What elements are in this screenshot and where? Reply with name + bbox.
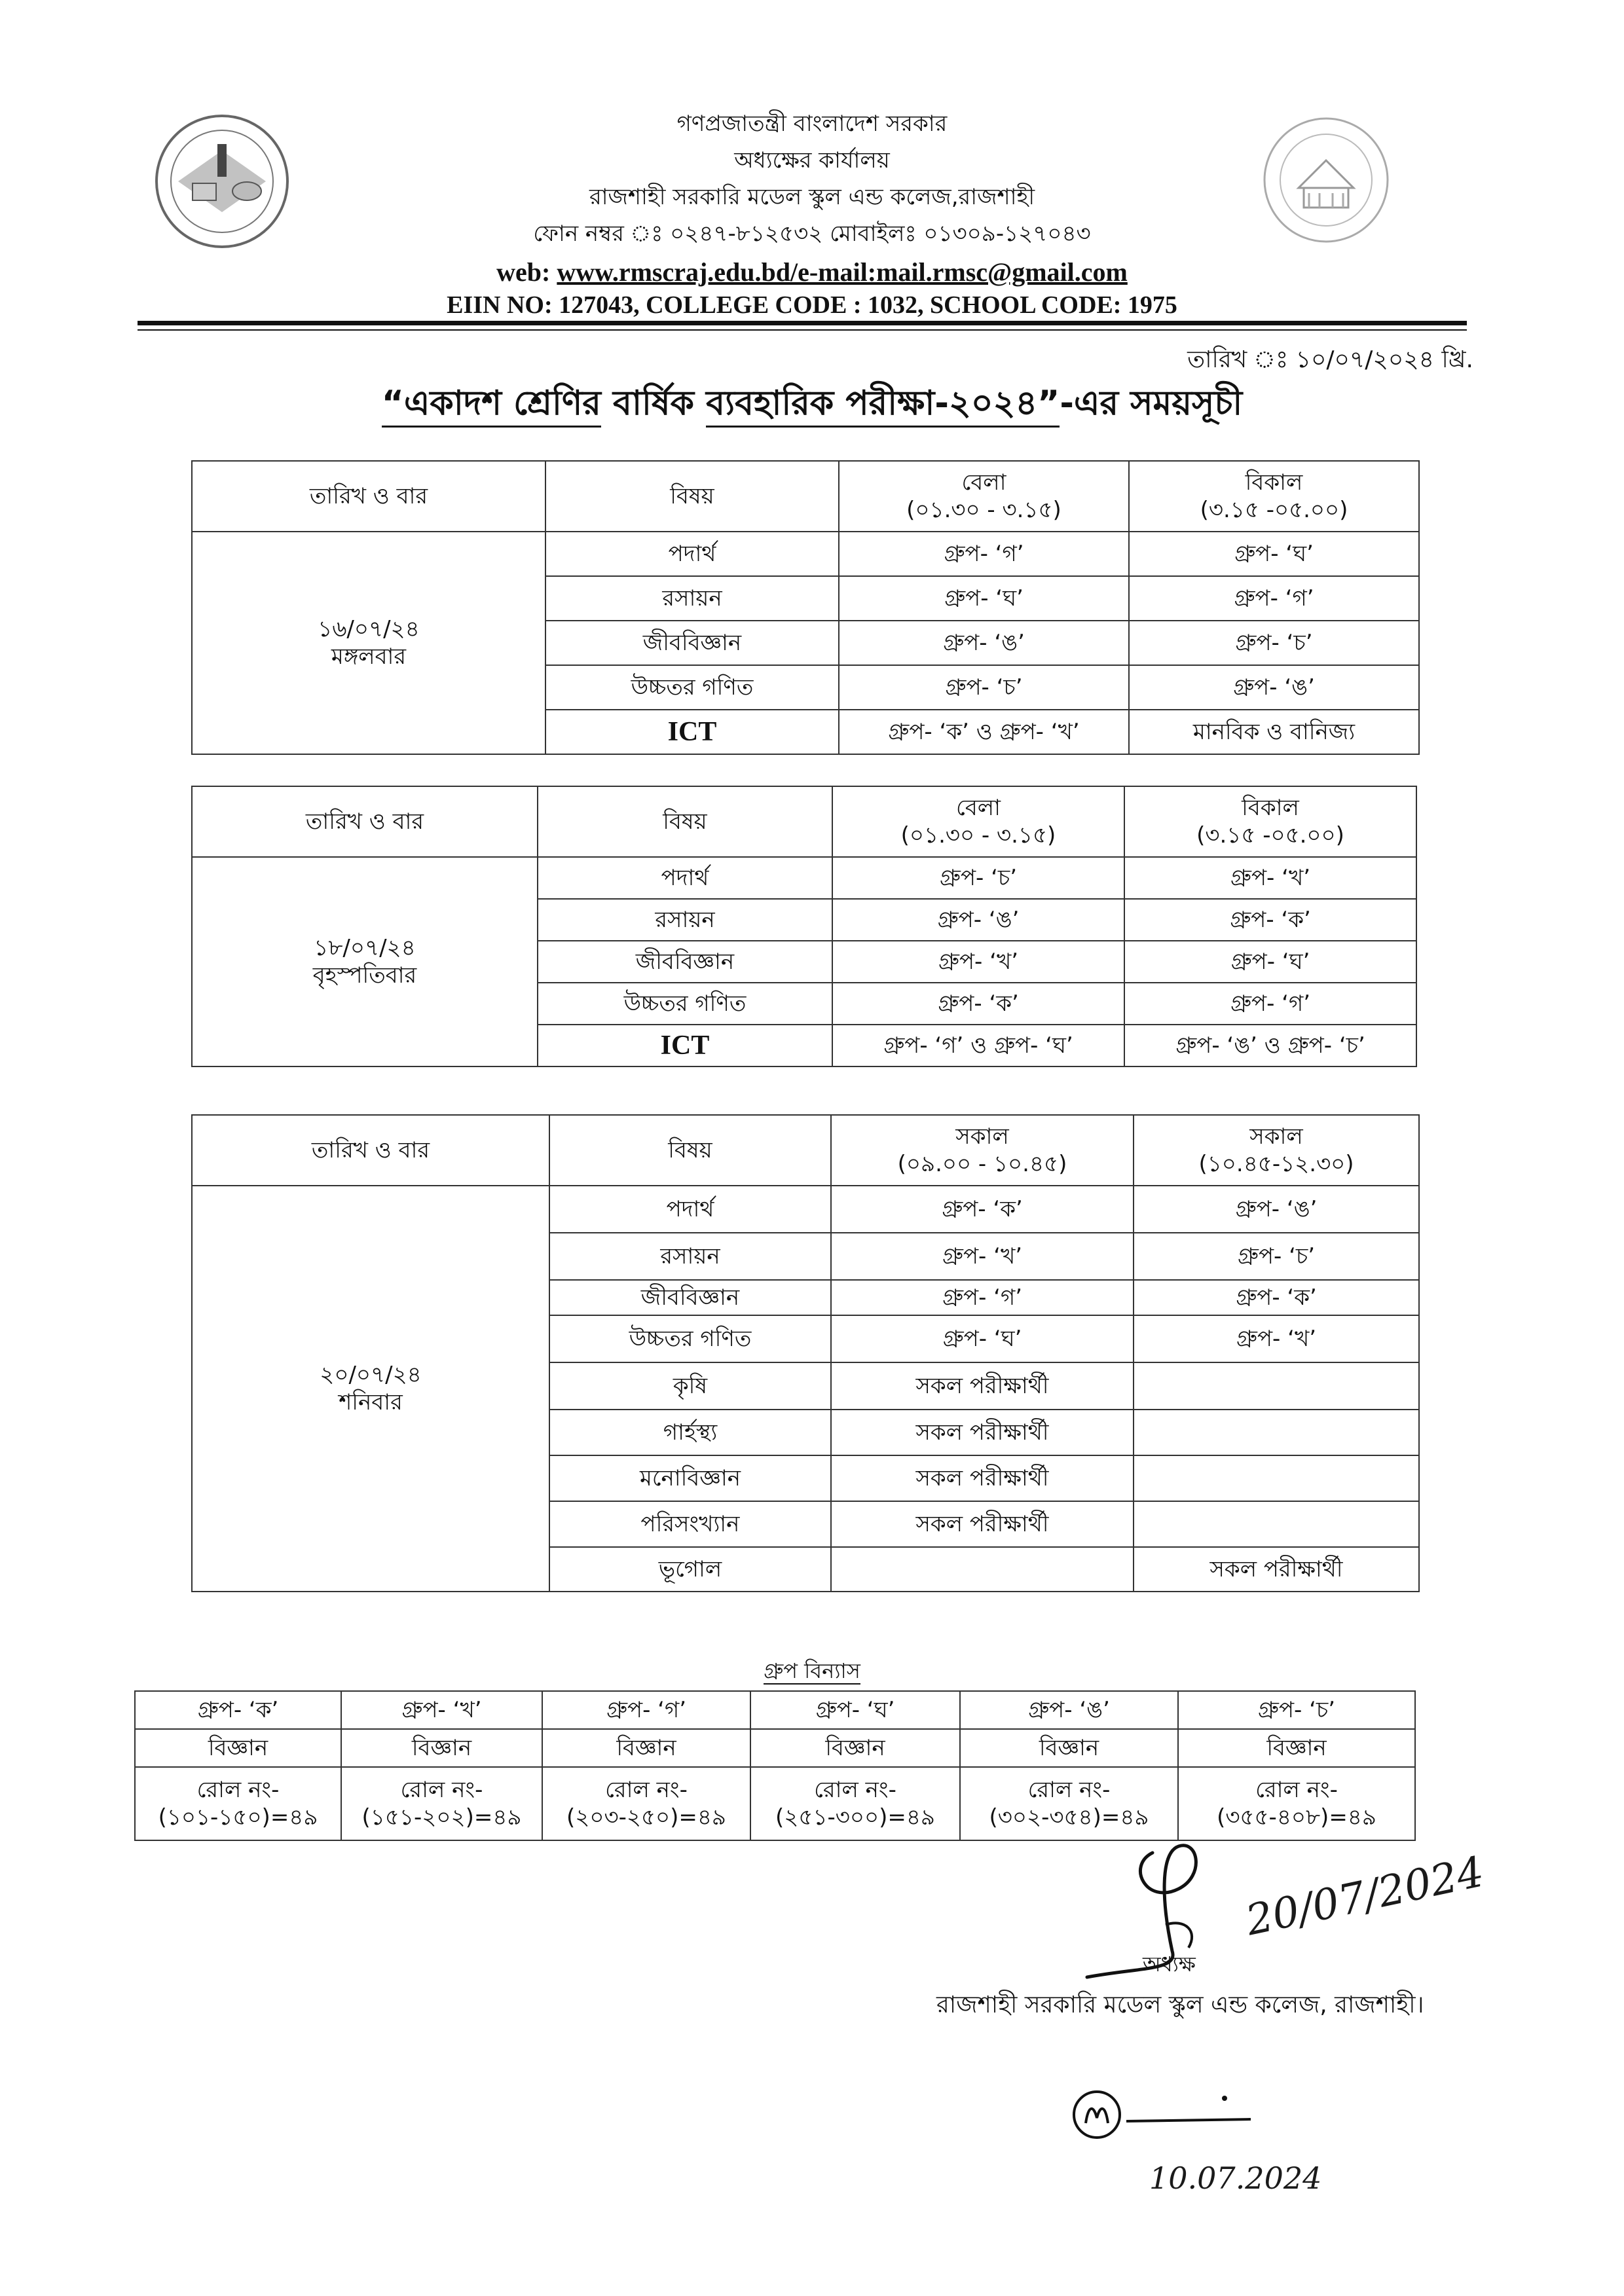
slot1-cell: সকল পরীক্ষার্থী <box>831 1455 1134 1501</box>
header-date-day: তারিখ ও বার <box>192 461 545 532</box>
group-name: গ্রুপ- ‘ঘ’ <box>750 1691 960 1729</box>
slot1-cell: গ্রুপ- ‘গ’ ও গ্রুপ- ‘ঘ’ <box>832 1025 1124 1066</box>
slot1-cell: গ্রুপ- ‘খ’ <box>832 941 1124 983</box>
slot2-cell <box>1134 1362 1419 1410</box>
group-caption-text: গ্রুপ বিন্যাস <box>764 1658 860 1683</box>
slot1-cell: গ্রুপ- ‘চ’ <box>832 857 1124 899</box>
slot2-cell <box>1134 1410 1419 1455</box>
title-part-3: ব্যবহারিক পরীক্ষা-২০২৪” <box>706 384 1060 428</box>
slot2-cell: গ্রুপ- ‘ক’ <box>1124 899 1416 941</box>
header-phone: ফোন নম্বর ঃ ০২৪৭-৮১২৫৩২ মোবাইলঃ ০১৩০৯-১২৭০৪৩ <box>533 221 1091 247</box>
schedule-table-3 <box>191 1114 1420 1592</box>
exam-date: ২০/০৭/২৪ <box>320 1361 422 1388</box>
slot2-time: (৩.১৫ -০৫.০০) <box>1196 822 1344 848</box>
subject-cell: রসায়ন <box>545 576 839 621</box>
title-part-1: “একাদশ শ্রেণির <box>382 384 601 428</box>
slot1-cell: গ্রুপ- ‘গ’ <box>831 1280 1134 1315</box>
slot2-label: সকাল <box>1249 1123 1303 1150</box>
date-cell <box>192 1186 549 1592</box>
header-office: অধ্যক্ষের কার্যালয় <box>734 147 890 173</box>
page-title <box>0 376 1624 433</box>
exam-date: ১৮/০৭/২৪ <box>314 934 416 961</box>
group-name: গ্রুপ- ‘খ’ <box>341 1691 542 1729</box>
subject-cell: ICT <box>538 1025 832 1066</box>
web-email-link[interactable]: www.rmscraj.edu.bd/e-mail:mail.rmsc@gmail.com <box>557 257 1128 287</box>
group-caption <box>0 1654 1624 1690</box>
slot1-time: (০১.৩০ - ৩.১৫) <box>906 497 1061 523</box>
subject-cell: গার্হস্থ্য <box>549 1410 831 1455</box>
subject-cell: উচ্চতর গণিত <box>549 1315 831 1362</box>
subject-cell: মনোবিজ্ঞান <box>549 1455 831 1501</box>
roll-label: রোল নং- <box>196 1776 280 1803</box>
header-rule-thick <box>138 321 1467 325</box>
slot2-cell: গ্রুপ- ‘চ’ <box>1129 621 1419 665</box>
slot1-label: বেলা <box>956 794 1001 821</box>
header-subject: বিষয় <box>538 786 832 857</box>
date-cell <box>192 532 545 754</box>
roll-label: রোল নং- <box>1027 1776 1111 1803</box>
group-roll <box>542 1767 750 1840</box>
slot1-cell: সকল পরীক্ষার্থী <box>831 1501 1134 1547</box>
slot2-time: (১০.৪৫-১২.৩০) <box>1198 1151 1354 1177</box>
roll-range: (২০৩-২৫০)=৪৯ <box>566 1804 726 1831</box>
header-slot1 <box>831 1115 1134 1186</box>
title-part-4: -এর সময়সূচী <box>1060 384 1243 423</box>
slot2-cell: গ্রুপ- ‘ঙ’ ও গ্রুপ- ‘চ’ <box>1124 1025 1416 1066</box>
subject-cell: কৃষি <box>549 1362 831 1410</box>
slot1-cell: গ্রুপ- ‘চ’ <box>839 665 1129 710</box>
slot2-label: বিকাল <box>1245 469 1303 496</box>
web-prefix: web: <box>496 257 557 287</box>
slot2-cell: গ্রুপ- ‘খ’ <box>1134 1315 1419 1362</box>
slot2-label: বিকাল <box>1242 794 1299 821</box>
subject-cell: রসায়ন <box>549 1233 831 1280</box>
group-dept: বিজ্ঞান <box>135 1729 341 1767</box>
roll-range: (৩০২-৩৫৪)=৪৯ <box>989 1804 1149 1831</box>
slot1-cell: গ্রুপ- ‘গ’ <box>839 532 1129 576</box>
header-slot1 <box>832 786 1124 857</box>
slot2-cell: গ্রুপ- ‘গ’ <box>1124 983 1416 1025</box>
subject-cell: জীববিজ্ঞান <box>545 621 839 665</box>
exam-date: ১৬/০৭/২৪ <box>318 615 420 642</box>
slot2-cell: গ্রুপ- ‘খ’ <box>1124 857 1416 899</box>
slot2-cell: গ্রুপ- ‘চ’ <box>1134 1233 1419 1280</box>
signature-org: রাজশাহী সরকারি মডেল স্কুল এন্ড কলেজ, রাজশাহী। <box>936 1992 1424 2018</box>
roll-label: রোল নং- <box>814 1776 896 1803</box>
slot2-cell: গ্রুপ- ‘ঙ’ <box>1134 1186 1419 1233</box>
group-name: গ্রুপ- ‘ক’ <box>135 1691 341 1729</box>
slot2-cell: মানবিক ও বানিজ্য <box>1129 710 1419 754</box>
roll-label: রোল নং- <box>605 1776 688 1803</box>
subject-cell: পরিসংখ্যান <box>549 1501 831 1547</box>
roll-range: (২৫১-৩০০)=৪৯ <box>775 1804 935 1831</box>
subject-cell: পদার্থ <box>545 532 839 576</box>
header-rule-thin <box>138 329 1467 331</box>
initial-mark <box>1067 2085 1342 2144</box>
schedule-table-1 <box>191 460 1420 755</box>
slot1-cell: গ্রুপ- ‘ক’ ও গ্রুপ- ‘খ’ <box>839 710 1129 754</box>
header-slot2 <box>1124 786 1416 857</box>
slot1-label: সকাল <box>955 1123 1009 1150</box>
group-dept: বিজ্ঞান <box>542 1729 750 1767</box>
slot2-cell: গ্রুপ- ‘গ’ <box>1129 576 1419 621</box>
slot1-cell: গ্রুপ- ‘ঘ’ <box>839 576 1129 621</box>
slot2-cell: গ্রুপ- ‘ক’ <box>1134 1280 1419 1315</box>
group-roll <box>341 1767 542 1840</box>
group-dept: বিজ্ঞান <box>960 1729 1178 1767</box>
slot2-cell: গ্রুপ- ‘ঙ’ <box>1129 665 1419 710</box>
slot1-cell: সকল পরীক্ষার্থী <box>831 1362 1134 1410</box>
slot2-cell: সকল পরীক্ষার্থী <box>1134 1547 1419 1592</box>
issue-date: তারিখ ঃ ১০/০৭/২০২৪ খ্রি. <box>1187 346 1473 373</box>
slot2-cell: গ্রুপ- ‘ঘ’ <box>1129 532 1419 576</box>
header-slot2 <box>1129 461 1419 532</box>
slot1-cell: সকল পরীক্ষার্থী <box>831 1410 1134 1455</box>
subject-cell: রসায়ন <box>538 899 832 941</box>
header-institution: রাজশাহী সরকারি মডেল স্কুল এন্ড কলেজ,রাজশাহী <box>589 184 1035 210</box>
header-date-day: তারিখ ও বার <box>192 1115 549 1186</box>
slot1-cell <box>831 1547 1134 1592</box>
slot1-time: (০১.৩০ - ৩.১৫) <box>900 822 1056 848</box>
subject-cell: উচ্চতর গণিত <box>538 983 832 1025</box>
subject-cell: পদার্থ <box>538 857 832 899</box>
exam-day: মঙ্গলবার <box>331 644 407 670</box>
slot1-cell: গ্রুপ- ‘ক’ <box>832 983 1124 1025</box>
group-name: গ্রুপ- ‘ঙ’ <box>960 1691 1178 1729</box>
slot1-time: (০৯.০০ - ১০.৪৫) <box>897 1151 1067 1177</box>
slot1-cell: গ্রুপ- ‘ঙ’ <box>839 621 1129 665</box>
subject-cell: ভূগোল <box>549 1547 831 1592</box>
header-govt: গণপ্রজাতন্ত্রী বাংলাদেশ সরকার <box>676 111 948 137</box>
group-table <box>134 1690 1416 1841</box>
roll-range: (১৫১-২০২)=৪৯ <box>361 1804 522 1831</box>
schedule-table-2 <box>191 786 1417 1067</box>
roll-range: (১০১-১৫০)=৪৯ <box>158 1804 318 1831</box>
title-part-2: বার্ষিক <box>613 384 694 423</box>
slot2-cell <box>1134 1455 1419 1501</box>
group-name: গ্রুপ- ‘গ’ <box>542 1691 750 1729</box>
exam-day: বৃহস্পতিবার <box>312 962 417 989</box>
header-eiin: EIIN NO: 127043, COLLEGE CODE : 1032, SCHOOL CODE: 1975 <box>447 291 1177 319</box>
subject-cell: জীববিজ্ঞান <box>538 941 832 983</box>
slot2-cell: গ্রুপ- ‘ঘ’ <box>1124 941 1416 983</box>
date-cell <box>192 857 538 1066</box>
group-dept: বিজ্ঞান <box>341 1729 542 1767</box>
slot1-cell: গ্রুপ- ‘ঘ’ <box>831 1315 1134 1362</box>
signature-label: অধ্যক্ষ <box>1143 1952 1196 1977</box>
header-slot2 <box>1134 1115 1419 1186</box>
header-date-day: তারিখ ও বার <box>192 786 538 857</box>
subject-cell: উচ্চতর গণিত <box>545 665 839 710</box>
group-name: গ্রুপ- ‘চ’ <box>1178 1691 1415 1729</box>
group-roll <box>750 1767 960 1840</box>
slot2-cell <box>1134 1501 1419 1547</box>
roll-range: (৩৫৫-৪০৮)=৪৯ <box>1217 1804 1376 1831</box>
group-dept: বিজ্ঞান <box>1178 1729 1415 1767</box>
exam-day: শনিবার <box>339 1389 403 1415</box>
slot1-label: বেলা <box>961 469 1006 496</box>
header-subject: বিষয় <box>549 1115 831 1186</box>
subject-cell: পদার্থ <box>549 1186 831 1233</box>
slot1-cell: গ্রুপ- ‘ঙ’ <box>832 899 1124 941</box>
slot2-time: (৩.১৫ -০৫.০০) <box>1200 497 1348 523</box>
slot1-cell: গ্রুপ- ‘খ’ <box>831 1233 1134 1280</box>
signature-date: 20/07/2024 <box>1242 1848 1488 1946</box>
group-roll <box>135 1767 341 1840</box>
slot1-cell: গ্রুপ- ‘ক’ <box>831 1186 1134 1233</box>
roll-label: রোল নং- <box>400 1776 483 1803</box>
bottom-date: 10.07.2024 <box>1149 2160 1322 2196</box>
header-slot1 <box>839 461 1129 532</box>
group-dept: বিজ্ঞান <box>750 1729 960 1767</box>
header-web <box>0 259 1624 285</box>
subject-cell: জীববিজ্ঞান <box>549 1280 831 1315</box>
header-subject: বিষয় <box>545 461 839 532</box>
subject-cell: ICT <box>545 710 839 754</box>
roll-label: রোল নং- <box>1255 1776 1338 1803</box>
